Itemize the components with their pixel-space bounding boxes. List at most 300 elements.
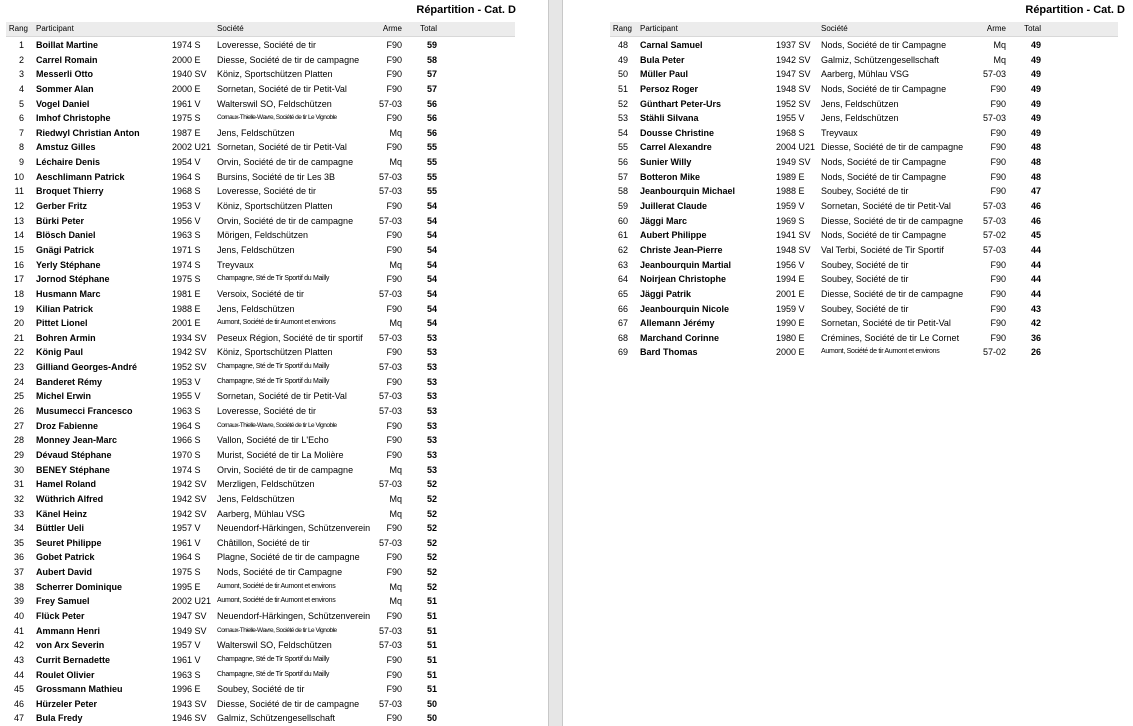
row-participant: Marchand Corinne <box>640 332 720 343</box>
row-participant: Dousse Christine <box>640 127 715 138</box>
row-year-category: 1947 SV <box>776 69 811 80</box>
row-rank: 9 <box>18 157 24 168</box>
row-participant: Monney Jean-Marc <box>36 435 118 446</box>
row-participant: Aeschlimann Patrick <box>36 171 125 182</box>
row-participant: Seuret Philippe <box>36 537 102 548</box>
row-rank: 50 <box>617 69 628 80</box>
row-rank: 41 <box>13 625 24 636</box>
row-rank: 60 <box>617 215 628 226</box>
page-title: Répartition - Cat. D <box>1025 4 1125 16</box>
row-year-category: 1961 V <box>172 98 201 109</box>
row-club: Nods, Société de tir Campagne <box>821 40 947 50</box>
row-rank: 8 <box>18 142 24 153</box>
row-total: 58 <box>426 54 437 65</box>
row-year-category: 2000 E <box>172 83 201 94</box>
row-year-category: 1995 E <box>172 581 201 592</box>
row-rank: 33 <box>13 508 24 519</box>
row-club: Loveresse, Société de tir <box>217 406 317 417</box>
row-total: 52 <box>426 493 437 504</box>
row-rank: 6 <box>18 113 24 124</box>
row-club: Soubey, Société de tir <box>821 303 909 314</box>
row-rank: 1 <box>18 40 24 50</box>
row-weapon: F90 <box>386 40 402 50</box>
row-total: 54 <box>426 230 437 241</box>
row-club: Galmiz, Schützengesellschaft <box>217 713 336 724</box>
row-club: Cornaux-Thielle-Wavre, Société de tir Le Vignoble <box>217 421 337 429</box>
row-participant: Riedwyl Christian Anton <box>36 127 140 138</box>
row-participant: Büttler Ueli <box>36 523 85 534</box>
row-total: 57 <box>426 83 437 94</box>
row-weapon: Mq <box>993 54 1006 65</box>
row-weapon: F90 <box>386 303 402 314</box>
row-weapon: Mq <box>389 127 402 138</box>
row-total: 43 <box>1030 303 1041 314</box>
row-weapon: F90 <box>386 142 402 153</box>
row-year-category: 1948 SV <box>776 244 811 255</box>
row-weapon: F90 <box>386 713 402 724</box>
row-club: Neuendorf-Härkingen, Schützenverein <box>217 610 371 621</box>
row-club: Sornetan, Société de tir Petit-Val <box>821 201 951 212</box>
row-total: 49 <box>1030 127 1041 138</box>
row-year-category: 1957 V <box>172 640 201 651</box>
row-rank: 13 <box>13 215 24 226</box>
row-total: 54 <box>426 274 437 285</box>
row-participant: Bula Fredy <box>36 713 83 724</box>
row-participant: Bard Thomas <box>640 347 698 358</box>
row-year-category: 1957 V <box>172 523 201 534</box>
row-total: 49 <box>1030 83 1041 94</box>
row-club: Loveresse, Société de tir <box>217 40 317 50</box>
row-year-category: 1937 SV <box>776 40 811 50</box>
row-weapon: F90 <box>386 274 402 285</box>
row-participant: von Arx Severin <box>36 640 105 651</box>
row-participant: BENEY Stéphane <box>36 464 110 475</box>
row-weapon: 57-02 <box>982 347 1006 358</box>
row-rank: 5 <box>18 98 24 109</box>
row-rank: 25 <box>13 391 24 402</box>
row-total: 53 <box>426 376 437 387</box>
row-year-category: 1955 V <box>776 113 805 124</box>
row-total: 54 <box>426 318 437 329</box>
row-year-category: 1952 SV <box>776 98 811 109</box>
row-total: 54 <box>426 215 437 226</box>
row-participant: Gnägi Patrick <box>36 244 95 255</box>
row-total: 53 <box>426 362 437 373</box>
header-total: Total <box>1024 24 1041 33</box>
row-club: Köniz, Sportschützen Platten <box>217 347 333 358</box>
header-arme: Arme <box>382 24 402 33</box>
row-club: Jens, Feldschützen <box>217 244 295 255</box>
row-year-category: 1971 S <box>172 244 201 255</box>
row-weapon: 57-03 <box>378 186 402 197</box>
row-total: 49 <box>1030 54 1041 65</box>
row-weapon: F90 <box>386 244 402 255</box>
row-club: Diesse, Société de tir de campagne <box>217 54 360 65</box>
row-weapon: 57-03 <box>982 201 1006 212</box>
row-rank: 37 <box>13 567 24 578</box>
row-year-category: 1949 SV <box>776 157 811 168</box>
row-rank: 7 <box>18 127 24 138</box>
row-participant: Jäggi Patrik <box>640 288 692 299</box>
row-year-category: 1940 SV <box>172 69 207 80</box>
row-rank: 62 <box>617 244 628 255</box>
row-rank: 59 <box>617 201 628 212</box>
row-weapon: Mq <box>993 40 1006 50</box>
row-participant: Broquet Thierry <box>36 186 104 197</box>
row-total: 53 <box>426 332 437 343</box>
row-total: 52 <box>426 581 437 592</box>
row-club: Diesse, Société de tir de campagne <box>821 215 964 226</box>
row-total: 48 <box>1030 171 1041 182</box>
row-rank: 58 <box>617 186 628 197</box>
row-total: 53 <box>426 406 437 417</box>
row-club: Nods, Société de tir Campagne <box>821 230 947 241</box>
row-rank: 31 <box>13 479 24 490</box>
row-year-category: 1964 S <box>172 420 201 431</box>
row-year-category: 1969 S <box>776 215 805 226</box>
header-arme: Arme <box>986 24 1006 33</box>
row-total: 51 <box>426 669 437 680</box>
row-club: Bursins, Société de tir Les 3B <box>217 171 336 182</box>
row-club: Cornaux-Thielle-Wavre, Société de tir Le Vignoble <box>217 626 337 634</box>
row-participant: Yerly Stéphane <box>36 259 101 270</box>
row-club: Sornetan, Société de tir Petit-Val <box>821 318 951 329</box>
row-rank: 18 <box>13 288 24 299</box>
row-year-category: 1968 S <box>172 186 201 197</box>
row-club: Soubey, Société de tir <box>821 186 909 197</box>
row-weapon: F90 <box>386 449 402 460</box>
row-rank: 20 <box>13 318 24 329</box>
row-weapon: 57-03 <box>378 362 402 373</box>
row-total: 53 <box>426 347 437 358</box>
row-participant: Hürzeler Peter <box>36 698 98 709</box>
row-participant: Boillat Martine <box>36 40 99 50</box>
row-year-category: 2001 E <box>172 318 201 329</box>
row-total: 50 <box>426 713 437 724</box>
row-total: 44 <box>1030 288 1041 299</box>
row-total: 52 <box>426 537 437 548</box>
row-weapon: F90 <box>990 157 1006 168</box>
row-rank: 45 <box>13 684 24 695</box>
row-participant: Jeanbourquin Martial <box>640 259 732 270</box>
row-participant: Banderet Rémy <box>36 376 103 387</box>
header-participant: Participant <box>36 24 74 33</box>
row-participant: Persoz Roger <box>640 83 699 94</box>
row-club: Aumont, Société de tir Aumont et environs <box>217 582 336 590</box>
row-participant: König Paul <box>36 347 83 358</box>
row-year-category: 1987 E <box>172 127 201 138</box>
row-club: Orvin, Société de tir de campagne <box>217 464 354 475</box>
row-total: 53 <box>426 420 437 431</box>
row-participant: Grossmann Mathieu <box>36 684 123 695</box>
row-total: 55 <box>426 142 437 153</box>
row-club: Plagne, Société de tir de campagne <box>217 552 360 563</box>
row-weapon: F90 <box>990 318 1006 329</box>
row-total: 44 <box>1030 244 1041 255</box>
row-total: 56 <box>426 98 437 109</box>
row-year-category: 1952 SV <box>172 362 207 373</box>
row-rank: 26 <box>13 406 24 417</box>
row-total: 46 <box>1030 215 1041 226</box>
row-rank: 55 <box>617 142 628 153</box>
row-participant: Musumecci Francesco <box>36 406 133 417</box>
header-societe: Société <box>821 24 848 33</box>
row-year-category: 1990 E <box>776 318 805 329</box>
row-total: 36 <box>1030 332 1041 343</box>
row-weapon: F90 <box>386 567 402 578</box>
row-club: Soubey, Société de tir <box>821 259 909 270</box>
row-total: 57 <box>426 69 437 80</box>
row-weapon: 57-03 <box>378 391 402 402</box>
row-rank: 44 <box>13 669 24 680</box>
row-total: 52 <box>426 552 437 563</box>
row-year-category: 1996 E <box>172 684 201 695</box>
row-weapon: F90 <box>990 259 1006 270</box>
row-total: 49 <box>1030 40 1041 50</box>
header-participant: Participant <box>640 24 678 33</box>
row-total: 55 <box>426 171 437 182</box>
row-year-category: 1956 V <box>776 259 805 270</box>
row-rank: 43 <box>13 654 24 665</box>
row-weapon: Mq <box>389 259 402 270</box>
row-club: Nods, Société de tir Campagne <box>821 157 947 168</box>
row-total: 53 <box>426 464 437 475</box>
row-participant: Roulet Olivier <box>36 669 95 680</box>
page-separator <box>548 0 563 726</box>
row-participant: Jornod Stéphane <box>36 274 110 285</box>
row-year-category: 1956 V <box>172 215 201 226</box>
row-weapon: F90 <box>990 186 1006 197</box>
table-header <box>6 22 515 37</box>
row-participant: Botteron Mike <box>640 171 701 182</box>
row-weapon: F90 <box>990 288 1006 299</box>
row-total: 52 <box>426 508 437 519</box>
row-rank: 34 <box>13 523 24 534</box>
row-club: Walterswil SO, Feldschützen <box>217 98 332 109</box>
row-total: 56 <box>426 113 437 124</box>
row-weapon: F90 <box>386 347 402 358</box>
row-club: Champagne, Sté de Tir Sportif du Mailly <box>217 670 330 678</box>
row-total: 54 <box>426 259 437 270</box>
row-total: 51 <box>426 640 437 651</box>
row-year-category: 1949 SV <box>172 625 207 636</box>
row-rank: 68 <box>617 332 628 343</box>
row-weapon: 57-03 <box>378 625 402 636</box>
row-year-category: 1968 S <box>776 127 805 138</box>
row-weapon: 57-03 <box>378 479 402 490</box>
row-year-category: 1959 V <box>776 201 805 212</box>
row-club: Diesse, Société de tir de campagne <box>821 288 964 299</box>
row-weapon: Mq <box>389 581 402 592</box>
row-total: 54 <box>426 201 437 212</box>
row-club: Aumont, Société de tir Aumont et environs <box>217 597 336 605</box>
table-header <box>610 22 1118 37</box>
row-weapon: Mq <box>389 596 402 607</box>
row-year-category: 1961 V <box>172 537 201 548</box>
row-participant: Flück Peter <box>36 610 85 621</box>
row-participant: Jeanbourquin Nicole <box>640 303 730 314</box>
row-rank: 47 <box>13 713 24 724</box>
row-year-category: 2000 E <box>172 54 201 65</box>
row-total: 54 <box>426 244 437 255</box>
row-weapon: 57-03 <box>378 640 402 651</box>
header-rang: Rang <box>612 24 632 33</box>
row-weapon: Mq <box>389 318 402 329</box>
row-club: Diesse, Société de tir de campagne <box>217 698 360 709</box>
row-year-category: 1988 E <box>776 186 805 197</box>
row-year-category: 1941 SV <box>776 230 811 241</box>
row-rank: 38 <box>13 581 24 592</box>
row-club: Aarberg, Mühlau VSG <box>821 69 910 80</box>
page-title: Répartition - Cat. D <box>416 4 516 16</box>
row-rank: 49 <box>617 54 628 65</box>
row-club: Châtillon, Société de tir <box>217 537 310 548</box>
row-total: 49 <box>1030 69 1041 80</box>
row-club: Crémines, Société de tir Le Cornet <box>821 332 960 343</box>
row-total: 52 <box>426 523 437 534</box>
row-year-category: 1942 SV <box>172 347 207 358</box>
row-rank: 35 <box>13 537 24 548</box>
row-year-category: 1964 S <box>172 171 201 182</box>
row-weapon: F90 <box>386 654 402 665</box>
row-weapon: 57-03 <box>378 171 402 182</box>
row-rank: 51 <box>617 83 628 94</box>
row-year-category: 1948 SV <box>776 83 811 94</box>
row-rank: 14 <box>13 230 24 241</box>
row-participant: Blösch Daniel <box>36 230 96 241</box>
row-total: 26 <box>1030 347 1041 358</box>
row-participant: Gilliand Georges-André <box>36 362 138 373</box>
row-rank: 10 <box>13 171 24 182</box>
row-rank: 48 <box>617 40 628 50</box>
row-year-category: 1963 S <box>172 230 201 241</box>
row-participant: Husmann Marc <box>36 288 101 299</box>
row-rank: 39 <box>13 596 24 607</box>
row-total: 47 <box>1030 186 1041 197</box>
row-year-category: 2004 U21 <box>776 142 816 153</box>
row-rank: 66 <box>617 303 628 314</box>
row-total: 46 <box>1030 201 1041 212</box>
row-rank: 24 <box>13 376 24 387</box>
row-total: 51 <box>426 654 437 665</box>
row-weapon: 57-03 <box>378 698 402 709</box>
row-total: 55 <box>426 186 437 197</box>
row-club: Nods, Société de tir Campagne <box>821 171 947 182</box>
row-year-category: 1988 E <box>172 303 201 314</box>
row-participant: Gobet Patrick <box>36 552 95 563</box>
row-weapon: 57-03 <box>378 406 402 417</box>
row-weapon: F90 <box>386 83 402 94</box>
row-weapon: 57-03 <box>378 332 402 343</box>
row-weapon: F90 <box>386 420 402 431</box>
row-participant: Känel Heinz <box>36 508 88 519</box>
row-rank: 2 <box>18 54 24 65</box>
row-club: Köniz, Sportschützen Platten <box>217 201 333 212</box>
row-year-category: 2002 U21 <box>172 142 212 153</box>
row-club: Sornetan, Société de tir Petit-Val <box>217 142 347 153</box>
row-rank: 46 <box>13 698 24 709</box>
row-rank: 16 <box>13 259 24 270</box>
row-total: 54 <box>426 303 437 314</box>
row-year-category: 1942 SV <box>172 493 207 504</box>
row-year-category: 1981 E <box>172 288 201 299</box>
row-participant: Wüthrich Alfred <box>36 493 104 504</box>
row-rank: 30 <box>13 464 24 475</box>
row-year-category: 1994 E <box>776 274 805 285</box>
row-club: Jens, Feldschützen <box>217 127 295 138</box>
row-participant: Vogel Daniel <box>36 98 90 109</box>
row-rank: 23 <box>13 362 24 373</box>
row-weapon: F90 <box>990 83 1006 94</box>
row-total: 54 <box>426 288 437 299</box>
row-club: Sornetan, Société de tir Petit-Val <box>217 391 347 402</box>
row-weapon: F90 <box>386 435 402 446</box>
row-weapon: Mq <box>389 157 402 168</box>
row-year-category: 1955 V <box>172 391 201 402</box>
row-year-category: 1980 E <box>776 332 805 343</box>
row-rank: 42 <box>13 640 24 651</box>
row-rank: 57 <box>617 171 628 182</box>
row-participant: Bula Peter <box>640 54 685 65</box>
row-participant: Hamel Roland <box>36 479 97 490</box>
row-year-category: 1975 S <box>172 274 201 285</box>
row-weapon: Mq <box>389 464 402 475</box>
row-club: Treyvaux <box>821 127 858 138</box>
row-weapon: F90 <box>990 332 1006 343</box>
row-participant: Carrel Alexandre <box>640 142 712 153</box>
row-weapon: F90 <box>990 98 1006 109</box>
row-rank: 67 <box>617 318 628 329</box>
row-year-category: 1946 SV <box>172 713 207 724</box>
row-year-category: 1963 S <box>172 669 201 680</box>
row-total: 51 <box>426 596 437 607</box>
row-club: Soubey, Société de tir <box>217 684 305 695</box>
row-rank: 4 <box>18 83 24 94</box>
row-participant: Michel Erwin <box>36 391 92 402</box>
row-club: Aumont, Société de tir Aumont et environs <box>821 348 940 356</box>
row-club: Soubey, Société de tir <box>821 274 909 285</box>
row-club: Champagne, Sté de Tir Sportif du Mailly <box>217 655 330 663</box>
row-year-category: 1974 S <box>172 40 201 50</box>
row-total: 42 <box>1030 318 1041 329</box>
row-total: 51 <box>426 625 437 636</box>
row-weapon: 57-02 <box>982 230 1006 241</box>
row-rank: 52 <box>617 98 628 109</box>
row-year-category: 1989 E <box>776 171 805 182</box>
row-total: 53 <box>426 391 437 402</box>
row-club: Champagne, Sté de Tir Sportif du Mailly <box>217 275 330 283</box>
row-participant: Pittet Lionel <box>36 318 88 329</box>
row-club: Neuendorf-Härkingen, Schützenverein <box>217 523 371 534</box>
row-year-category: 1942 SV <box>776 54 811 65</box>
row-club: Champagne, Sté de Tir Sportif du Mailly <box>217 363 330 371</box>
row-club: Champagne, Sté de Tir Sportif du Mailly <box>217 377 330 385</box>
row-rank: 19 <box>13 303 24 314</box>
row-club: Cornaux-Thielle-Wavre, Société de tir Le Vignoble <box>217 114 337 122</box>
row-year-category: 1942 SV <box>172 479 207 490</box>
row-participant: Günthart Peter-Urs <box>640 98 722 109</box>
row-weapon: Mq <box>389 508 402 519</box>
header-societe: Société <box>217 24 244 33</box>
row-rank: 28 <box>13 435 24 446</box>
row-club: Jens, Feldschützen <box>217 493 295 504</box>
row-participant: Jeanbourquin Michael <box>640 186 736 197</box>
row-weapon: 57-03 <box>982 69 1006 80</box>
row-participant: Sunier Willy <box>640 157 692 168</box>
row-club: Köniz, Sportschützen Platten <box>217 69 333 80</box>
row-total: 55 <box>426 157 437 168</box>
row-participant: Bürki Peter <box>36 215 85 226</box>
